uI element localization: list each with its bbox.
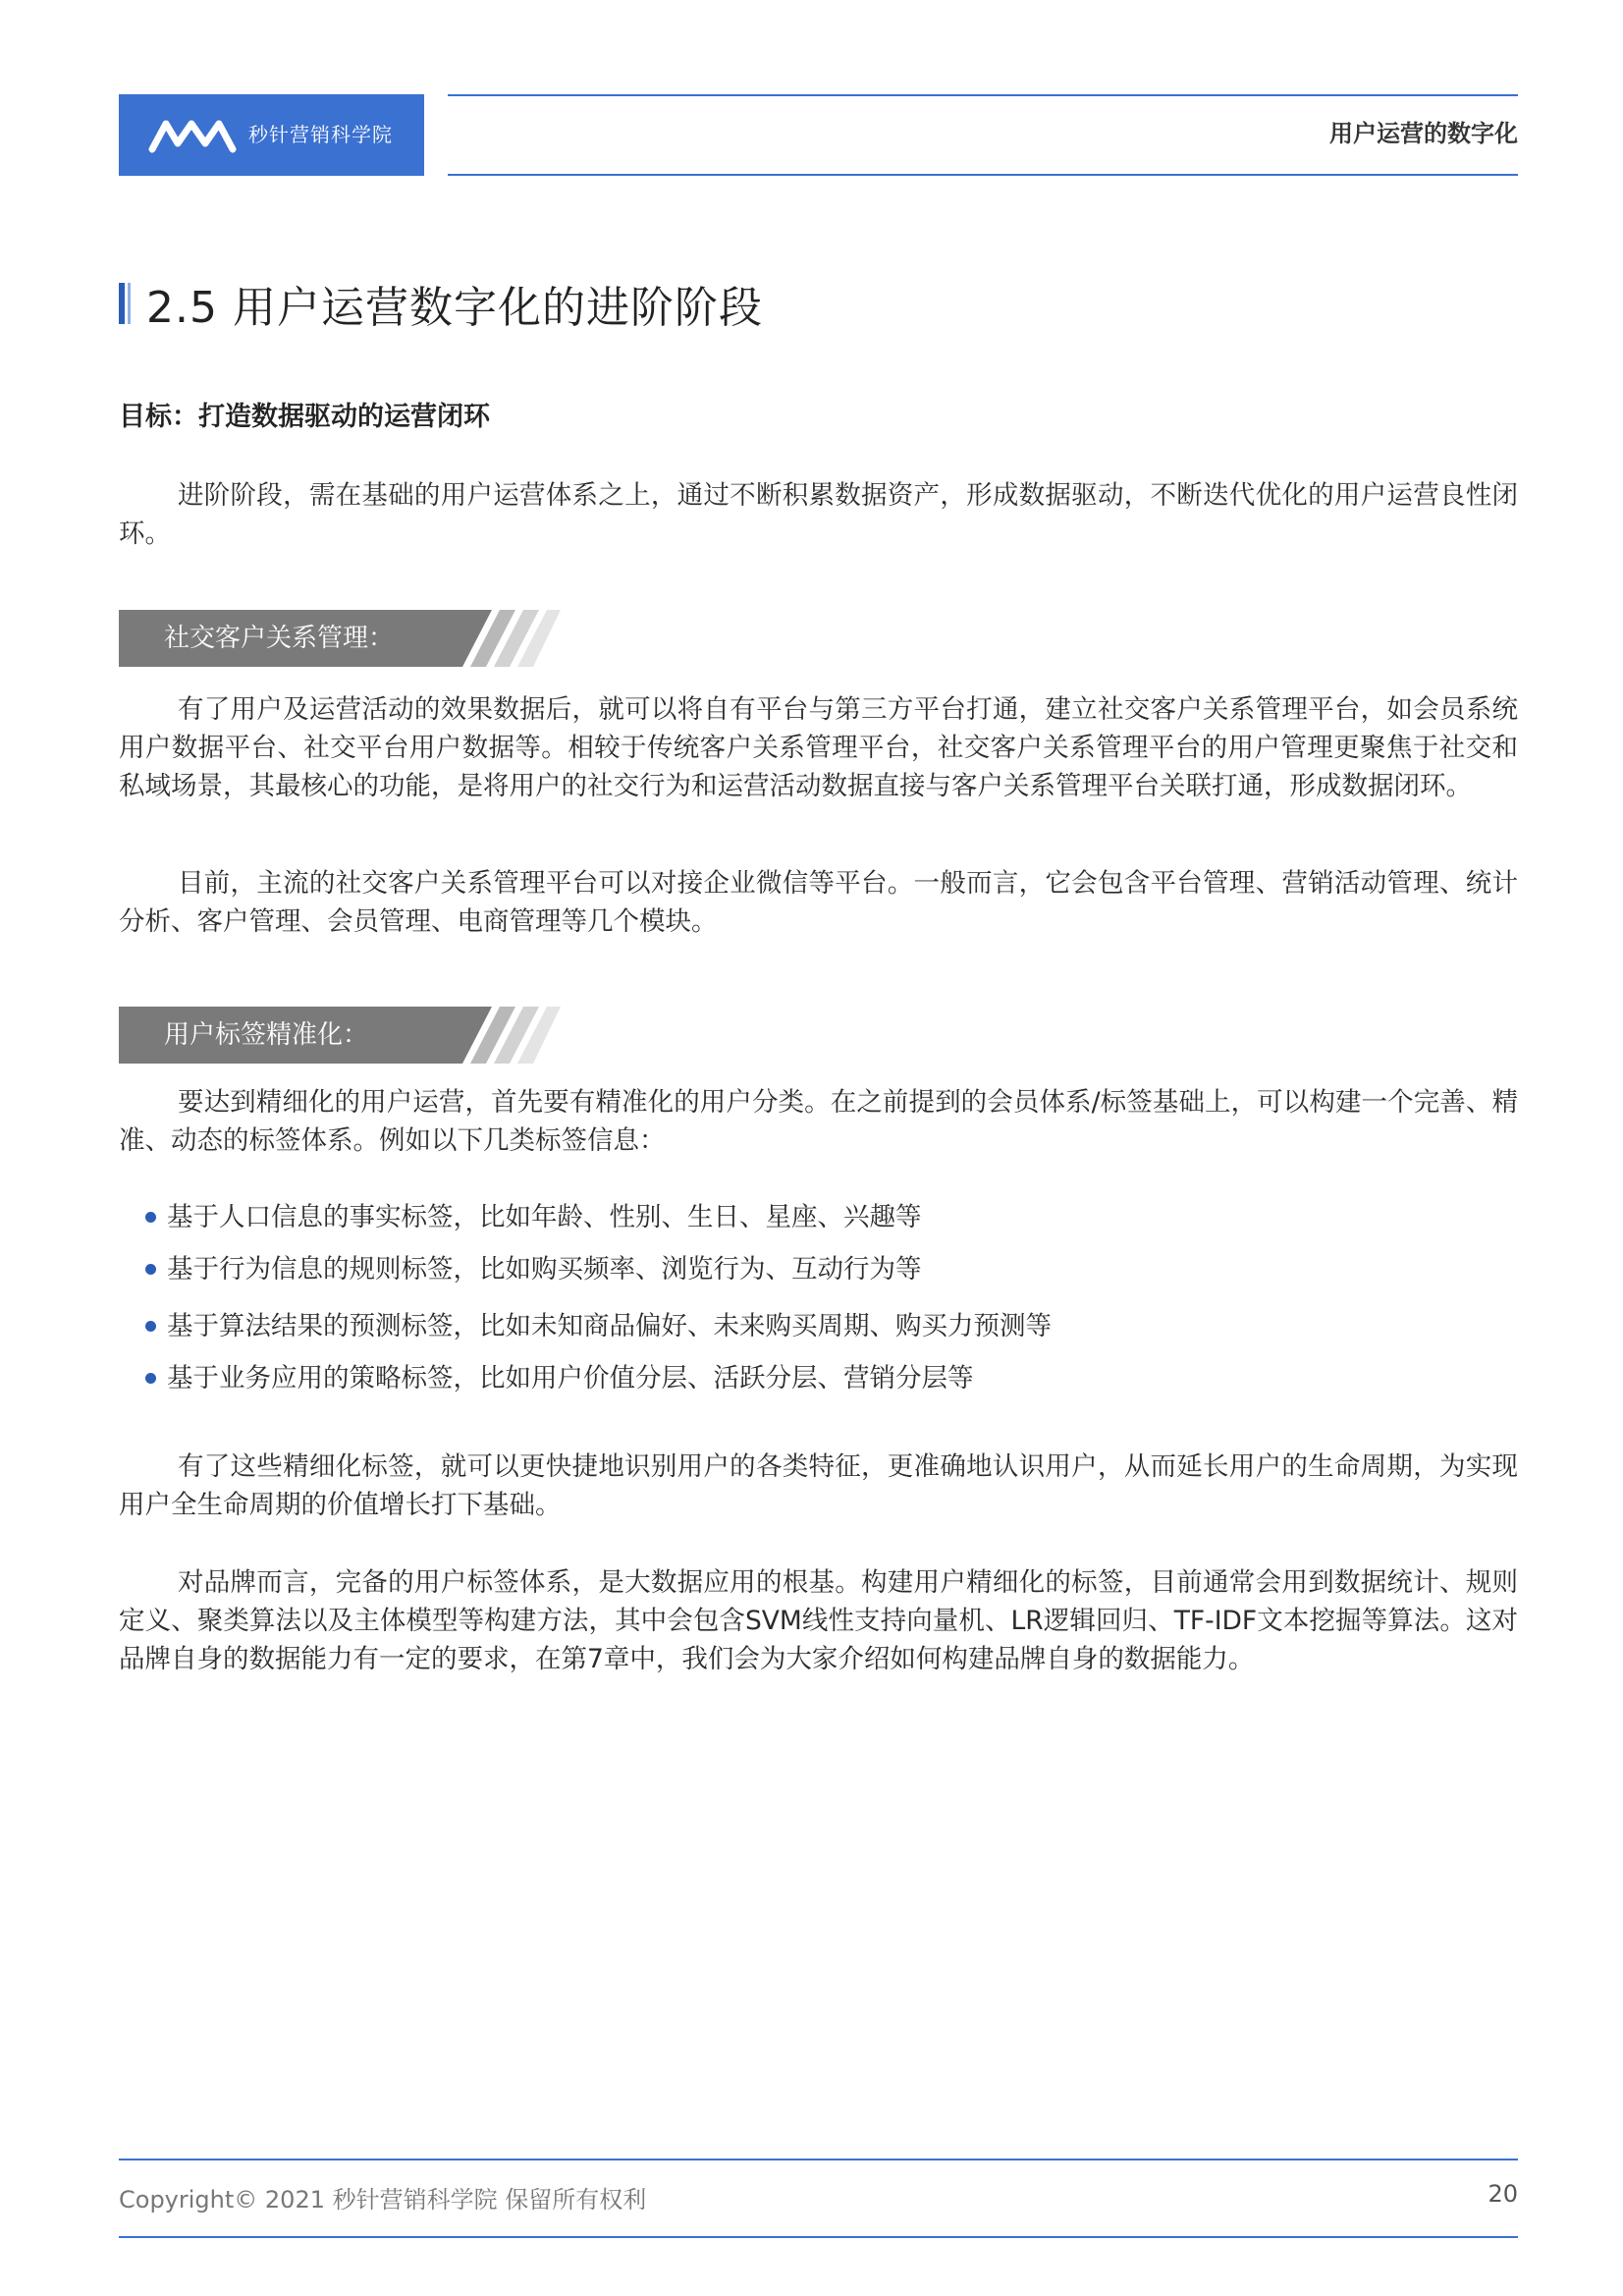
chapter-title: 用户运营的数字化 [1329,120,1518,147]
scrm-paragraph-1: 有了用户及运营活动的效果数据后，就可以将自有平台与第三方平台打通，建立社交客户关系管理平台，如会员系统用户数据平台、社交平台用户数据等。相较于传统客户关系管理平台，社交客户关系管理平台的用户管理更聚焦于社交和私域场景，其最核心的功能，是将用户的社交行为和运营活动数据直接与客户关系管理平台关联打通，形成数据闭环。 [119,694,1518,801]
page-number: 20 [1488,2180,1518,2208]
goal-heading: 目标：打造数据驱动的运营闭环 [119,402,490,432]
tags-paragraph-2: 有了这些精细化标签，就可以更快捷地识别用户的各类特征，更准确地认识用户，从而延长用户的生命周期，为实现用户全生命周期的价值增长打下基础。 [119,1451,1518,1520]
tags-paragraph-3: 对品牌而言，完备的用户标签体系，是大数据应用的根基。构建用户精细化的标签，目前通常会用到数据统计、规则定义、聚类算法以及主体模型等构建方法，其中会包含SVM线性支持向量机、LR逻辑回归、TF-IDF文本挖掘等算法。这对品牌自身的数据能力有一定的要求，在第7章中，我们会为大家介绍如何构建品牌自身的数据能力。 [119,1567,1518,1674]
scrm-paragraph-2: 目前，主流的社交客户关系管理平台可以对接企业微信等平台。一般而言，它会包含平台管理、营销活动管理、统计分析、客户管理、会员管理、电商管理等几个模块。 [119,868,1518,937]
heading-marker [119,283,131,324]
footer-divider-top [119,2159,1518,2160]
list-item: 基于人口信息的事实标签，比如年龄、性别、生日、星座、兴趣等 [167,1198,922,1236]
scrm-banner [119,610,561,667]
header-divider-bottom [448,174,1518,176]
list-item: 基于算法结果的预测标签，比如未知商品偏好、未来购买周期、购买力预测等 [167,1307,1052,1345]
brand-name: 秒针营销科学院 [248,123,393,146]
footer-divider-bottom [119,2236,1518,2238]
tags-paragraph-1: 要达到精细化的用户运营，首先要有精准化的用户分类。在之前提到的会员体系/标签基础上，可以构建一个完善、精准、动态的标签体系。例如以下几类标签信息： [119,1087,1518,1156]
user-tags-label: 用户标签精准化： [164,1020,369,1050]
scrm-label: 社交客户关系管理： [164,624,395,653]
section-title: 2.5 用户运营数字化的进阶阶段 [146,283,763,333]
list-item: 基于业务应用的策略标签，比如用户价值分层、活跃分层、营销分层等 [167,1359,974,1397]
copyright: Copyright© 2021 秒针营销科学院 保留所有权利 [119,2186,647,2214]
header-divider-top [448,94,1518,96]
bullet-icon [145,1212,156,1223]
bullet-icon [145,1373,156,1384]
list-item: 基于行为信息的规则标签，比如购买频率、浏览行为、互动行为等 [167,1250,922,1288]
intro-paragraph: 进阶阶段，需在基础的用户运营体系之上，通过不断积累数据资产，形成数据驱动，不断迭代优化的用户运营良性闭环。 [119,480,1518,549]
bullet-icon [145,1321,156,1332]
bullet-icon [145,1264,156,1275]
user-tags-banner [119,1007,561,1064]
section-heading [119,277,763,333]
brand-logo [119,94,424,176]
brand-logo-icon [148,116,237,155]
